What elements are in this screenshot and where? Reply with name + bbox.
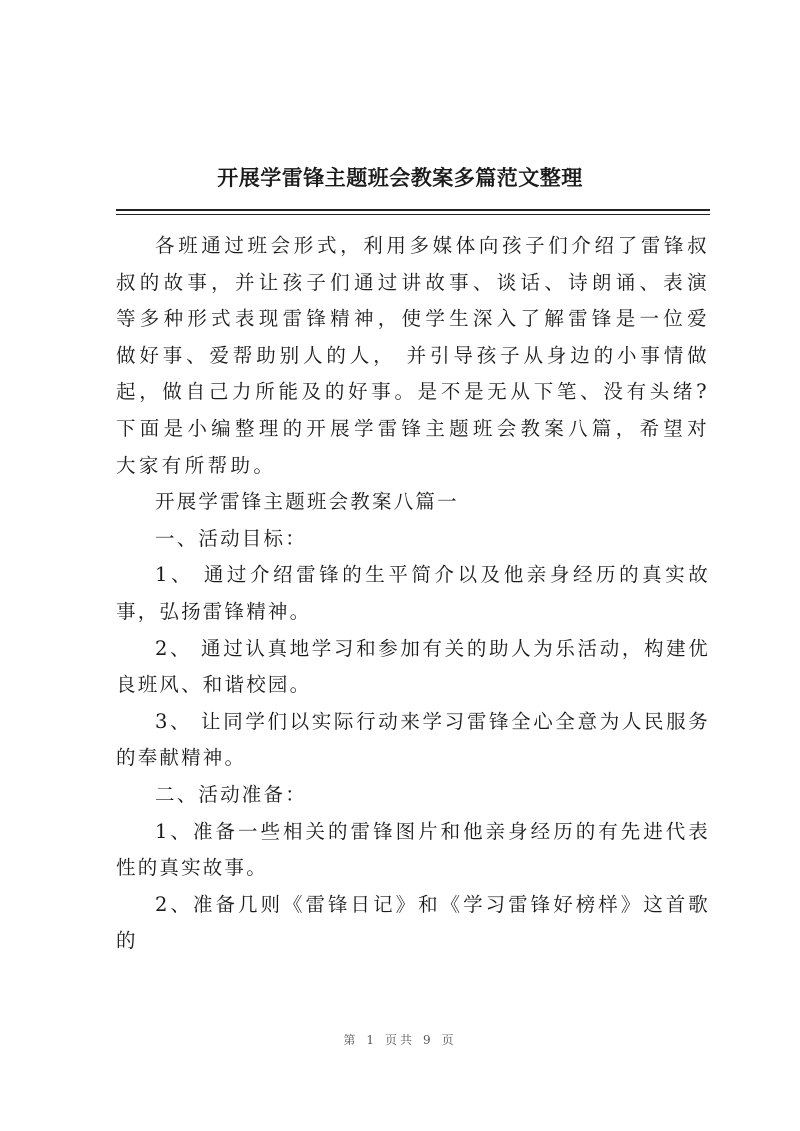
subheading-goals: 一、活动目标： [155,526,307,550]
goal-item-2: 2、 通过认真地学习和参加有关的助人为乐活动，构建优良班风、和谐校园。 [116,636,710,697]
goal-item-3: 3、 让同学们以实际行动来学习雷锋全心全意为人民服务的奉献精神。 [116,709,710,770]
footer-prefix: 第 [343,1033,359,1047]
document-body [116,228,710,960]
intro-paragraph: 各班通过班会形式，利用多媒体向孩子们介绍了雷锋叔叔的故事，并让孩子们通过讲故事、谈话、诗朗诵、表演等多种形式表现雷锋精神，使学生深入了解雷锋是一位爱做好事、爱帮助别人的人， 并引导孩子从身边的小事情做起，做自己力所能及的好事。是不是无从下笔、没有头绪?下面是小编整理的开展学雷锋主题班会教案八篇，希望对大家有所帮助。 [116,234,710,477]
page-footer [0,1031,800,1048]
prep-item-1: 1、准备一些相关的雷锋图片和他亲身经历的有先进代表性的真实故事。 [116,819,710,880]
title-divider-thin [116,214,710,215]
footer-suffix: 页 [441,1033,457,1047]
footer-current-page: 1 [366,1033,377,1047]
footer-total-pages: 9 [423,1033,434,1047]
document-title: 开展学雷锋主题班会教案多篇范文整理 [217,165,583,190]
subheading-preparation: 二、活动准备： [155,782,307,806]
prep-item-2: 2、准备几则《雷锋日记》和《学习雷锋好榜样》这首歌的 [116,892,710,953]
footer-middle: 页共 [384,1033,415,1047]
title-divider [116,209,710,211]
goal-item-1: 1、 通过介绍雷锋的生平简介以及他亲身经历的真实故事，弘扬雷锋精神。 [116,563,710,623]
section-heading: 开展学雷锋主题班会教案八篇一 [155,490,459,514]
